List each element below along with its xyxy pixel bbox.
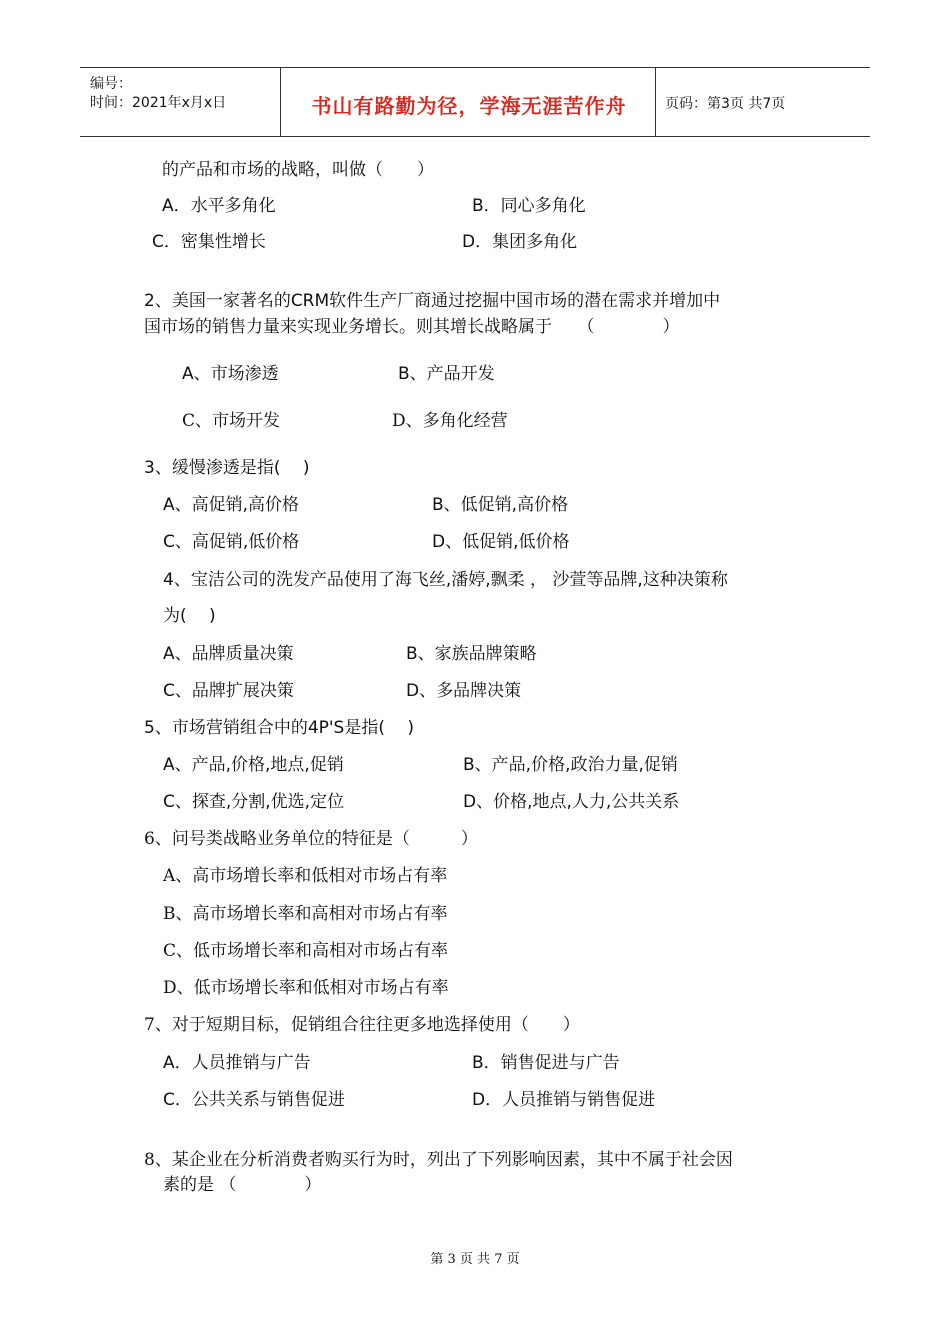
- q8-stem-line2: 素的是 （ ）: [163, 1175, 322, 1195]
- date-label: 时间：2021年x月x日: [90, 95, 227, 111]
- q7-option-c: C．公共关系与销售促进: [163, 1090, 345, 1110]
- q3-option-c: C、高促销,低价格: [163, 532, 300, 552]
- q1-option-c: C．密集性增长: [152, 232, 266, 252]
- q6-option-b: B、高市场增长率和高相对市场占有率: [163, 904, 448, 924]
- q2-option-a: A、市场渗透: [182, 364, 279, 384]
- q4-option-a: A、品牌质量决策: [163, 644, 294, 664]
- q5-option-a: A、产品,价格,地点,促销: [163, 755, 344, 775]
- q5-option-c: C、探查,分割,优选,定位: [163, 792, 345, 812]
- q4-option-b: B、家族品牌策略: [406, 644, 537, 664]
- q1-option-a: A．水平多角化: [162, 196, 276, 216]
- q3-option-d: D、低促销,低价格: [432, 532, 570, 552]
- q3-option-a: A、高促销,高价格: [163, 495, 300, 515]
- q3-stem: 3、缓慢渗透是指( ): [144, 458, 310, 478]
- header-divider: [280, 68, 281, 136]
- q2-option-b: B、产品开发: [398, 364, 495, 384]
- q7-option-b: B．销售促进与广告: [472, 1053, 620, 1073]
- q2-stem-line2: 国市场的销售力量来实现业务增长。则其增长战略属于 （ ）: [144, 317, 680, 337]
- q4-option-c: C、品牌扩展决策: [163, 681, 294, 701]
- q1-option-d: D．集团多角化: [462, 232, 578, 252]
- q1-option-b: B．同心多角化: [472, 196, 586, 216]
- q8-stem-line1: 8、某企业在分析消费者购买行为时，列出了下列影响因素，其中不属于社会因: [144, 1150, 733, 1170]
- q5-stem: 5、市场营销组合中的4P'S是指( ): [144, 718, 415, 738]
- q6-option-a: A、高市场增长率和低相对市场占有率: [163, 866, 448, 886]
- q6-stem: 6、问号类战略业务单位的特征是（ ）: [144, 829, 478, 849]
- q2-stem-line1: 2、美国一家著名的CRM软件生产厂商通过挖掘中国市场的潜在需求并增加中: [144, 291, 721, 311]
- header-divider: [655, 68, 656, 136]
- q4-stem-line2: 为( ): [163, 606, 216, 626]
- q1-stem: 的产品和市场的战略，叫做（ ）: [162, 160, 434, 180]
- q7-option-d: D．人员推销与销售促进: [472, 1090, 656, 1110]
- header-motto: 书山有路勤为径，学海无涯苦作舟: [311, 94, 627, 118]
- q7-stem: 7、对于短期目标，促销组合往往更多地选择使用（ ）: [144, 1015, 580, 1035]
- q5-option-b: B、产品,价格,政治力量,促销: [463, 755, 678, 775]
- q6-option-c: C、低市场增长率和高相对市场占有率: [163, 941, 449, 961]
- q6-option-d: D、低市场增长率和低相对市场占有率: [163, 978, 449, 998]
- q2-option-d: D、多角化经营: [392, 411, 508, 431]
- q7-option-a: A．人员推销与广告: [163, 1053, 311, 1073]
- q2-option-c: C、市场开发: [182, 411, 281, 431]
- page-header: [80, 67, 870, 137]
- number-label: 编号：: [90, 76, 132, 92]
- q3-option-b: B、低促销,高价格: [432, 495, 569, 515]
- q4-option-d: D、多品牌决策: [406, 681, 522, 701]
- q4-stem-line1: 4、宝洁公司的洗发产品使用了海飞丝,潘婷,飘柔 ， 沙萱等品牌,这种决策称: [163, 570, 728, 590]
- page-label: 页码：第3页 共7页: [665, 96, 786, 112]
- page-footer: 第 3 页 共 7 页: [430, 1252, 520, 1267]
- q5-option-d: D、价格,地点,人力,公共关系: [463, 792, 680, 812]
